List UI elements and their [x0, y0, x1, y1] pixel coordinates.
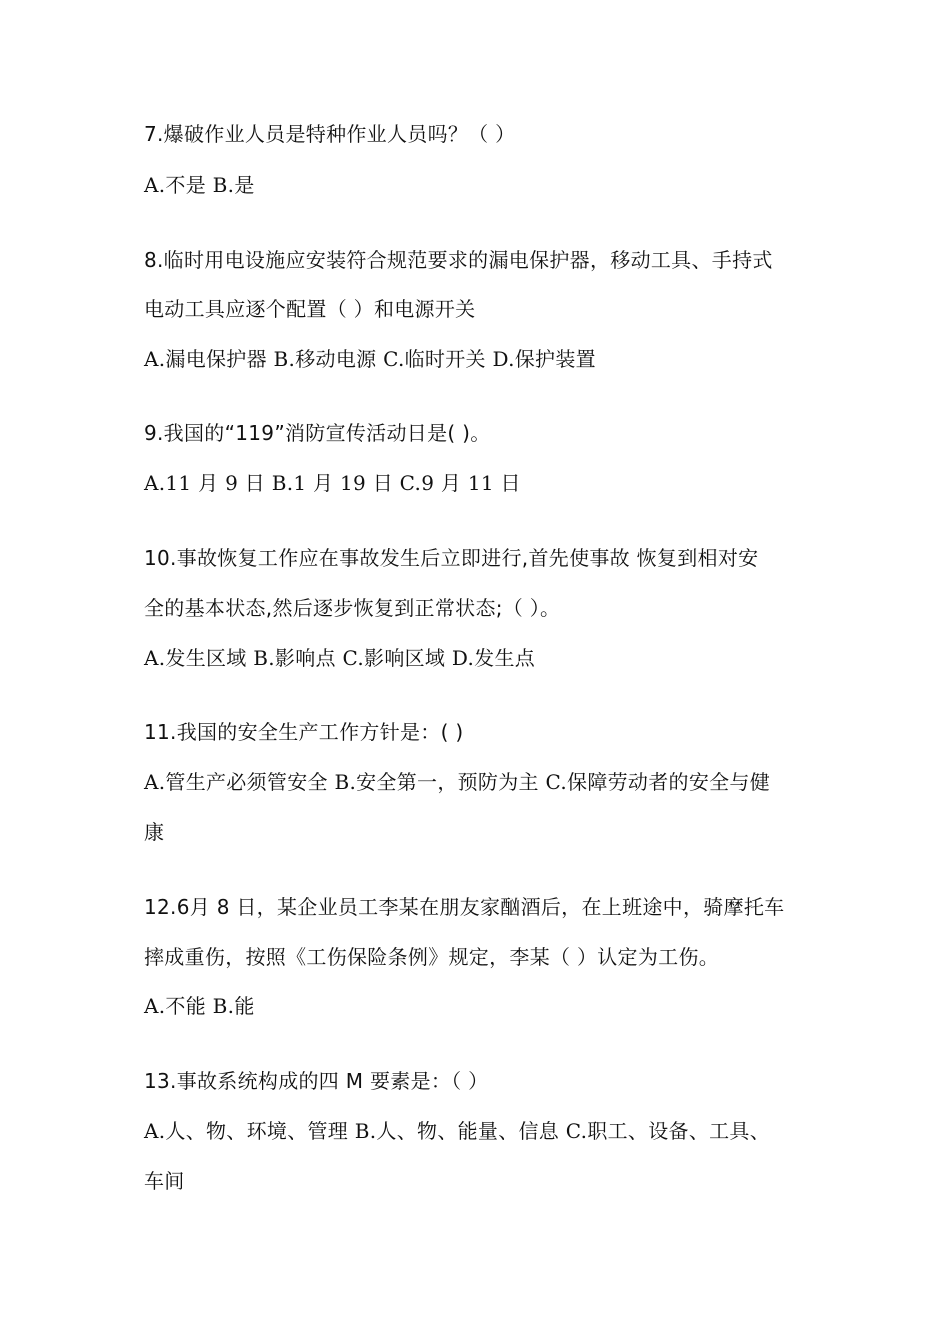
- question-9-text: 9.我国的“119”消防宣传活动日是( )。: [144, 421, 491, 445]
- question-10-text-line-2: 全的基本状态,然后逐步恢复到正常状态;（ ）。: [144, 596, 561, 620]
- question-13-text: 13.事故系统构成的四 M 要素是：（ ）: [144, 1069, 489, 1093]
- question-8-text-line-2: 电动工具应逐个配置（ ）和电源开关: [144, 297, 476, 321]
- question-10-options: A.发生区域 B.影响点 C.影响区域 D.发生点: [144, 646, 536, 670]
- question-11-text: 11.我国的安全生产工作方针是：( ): [144, 720, 464, 744]
- question-9-options: A.11 月 9 日 B.1 月 19 日 C.9 月 11 日: [144, 471, 521, 495]
- question-8-options: A.漏电保护器 B.移动电源 C.临时开关 D.保护装置: [144, 347, 596, 371]
- question-12-text-line-2: 摔成重伤，按照《工伤保险条例》规定，李某（ ）认定为工伤。: [144, 945, 720, 969]
- question-7-options: A.不是 B.是: [144, 173, 255, 197]
- question-12-text-line-1: 12.6月 8 日，某企业员工李某在朋友家酗酒后，在上班途中，骑摩托车: [144, 895, 785, 919]
- question-11-options-line-2: 康: [144, 820, 165, 844]
- question-11-options-line-1: A.管生产必须管安全 B.安全第一，预防为主 C.保障劳动者的安全与健: [144, 770, 771, 794]
- question-12-options: A.不能 B.能: [144, 994, 255, 1018]
- question-7-text: 7.爆破作业人员是特种作业人员吗？（ ）: [144, 122, 516, 146]
- question-8-text-line-1: 8.临时用电设施应安装符合规范要求的漏电保护器，移动工具、手持式: [144, 248, 773, 272]
- question-13-options-line-2: 车间: [144, 1169, 185, 1193]
- question-10-text-line-1: 10.事故恢复工作应在事故发生后立即进行,首先使事故 恢复到相对安: [144, 546, 759, 570]
- question-13-options-line-1: A.人、物、环境、管理 B.人、物、能量、信息 C.职工、设备、工具、: [144, 1119, 771, 1143]
